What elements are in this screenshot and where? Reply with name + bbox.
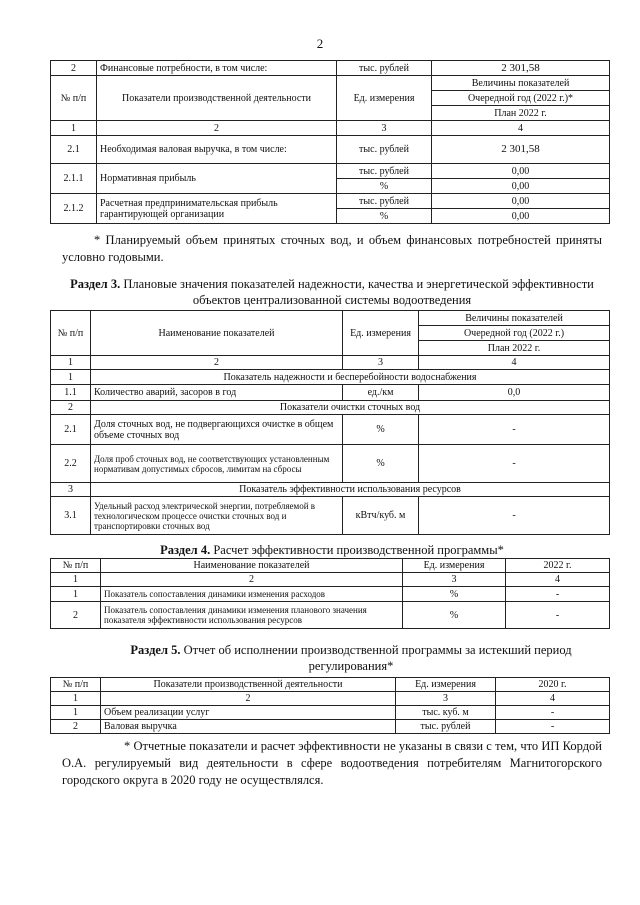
index-cell: 4 (419, 356, 610, 370)
header-unit: Ед. измерения (343, 311, 419, 356)
table-row (51, 445, 610, 483)
index-cell: 1 (51, 356, 91, 370)
row-unit: % (403, 587, 506, 602)
table-row (51, 602, 610, 629)
header-unit: Ед. измерения (337, 76, 432, 121)
header-year: 2020 г. (496, 678, 610, 692)
header-num: № п/п (51, 559, 101, 573)
row-value: 0,00 (432, 194, 610, 209)
section-label: Раздел 4. (160, 543, 211, 557)
index-cell: 4 (506, 573, 610, 587)
row-unit: % (343, 445, 419, 483)
row-unit: тыс. рублей (337, 136, 432, 164)
row-value: 0,00 (432, 179, 610, 194)
table-row (51, 194, 610, 209)
group-row (51, 483, 610, 497)
row-value: 0,00 (432, 209, 610, 224)
index-cell: 3 (396, 692, 496, 706)
index-cell: 1 (51, 121, 97, 136)
group-title: Показатель надежности и бесперебойности водоснабжения (91, 370, 610, 385)
row-unit: % (337, 209, 432, 224)
efficiency-table (50, 558, 610, 629)
row-name: Финансовые потребности, в том числе: (97, 61, 337, 76)
section-label: Раздел 3. (70, 277, 121, 291)
row-unit: тыс. рублей (337, 164, 432, 179)
header-plan: План 2022 г. (432, 106, 610, 121)
section-3-heading (62, 276, 602, 308)
row-num: 2.2 (51, 445, 91, 483)
row-value: - (419, 415, 610, 445)
index-cell: 3 (403, 573, 506, 587)
header-num: № п/п (51, 76, 97, 121)
header-row (51, 678, 610, 692)
index-row (51, 356, 610, 370)
header-next-year: Очередной год (2022 г.)* (432, 91, 610, 106)
row-num: 3.1 (51, 497, 91, 535)
index-row (51, 692, 610, 706)
row-value: 2 301,58 (432, 136, 610, 164)
row-num: 2 (51, 720, 101, 734)
group-row (51, 401, 610, 415)
group-title: Показатели очистки сточных вод (91, 401, 610, 415)
group-title: Показатель эффективности использования ресурсов (91, 483, 610, 497)
header-num: № п/п (51, 678, 101, 692)
header-row (51, 559, 610, 573)
row-unit: кВтч/куб. м (343, 497, 419, 535)
table-row (51, 706, 610, 720)
index-cell: 2 (91, 356, 343, 370)
header-plan: План 2022 г. (419, 341, 610, 356)
row-unit: тыс. рублей (396, 720, 496, 734)
group-num: 2 (51, 401, 91, 415)
table-row (51, 587, 610, 602)
row-num: 2.1 (51, 136, 97, 164)
index-cell: 3 (343, 356, 419, 370)
row-num: 1.1 (51, 385, 91, 401)
header-values: Величины показателей (419, 311, 610, 326)
index-cell: 2 (101, 692, 396, 706)
row-unit: тыс. куб. м (396, 706, 496, 720)
table-row (51, 720, 610, 734)
section-title: Отчет об исполнении производственной программы за истекший период регулирования* (183, 643, 572, 673)
table-row (51, 385, 610, 401)
header-name: Показатели производственной деятельности (97, 76, 337, 121)
header-year: 2022 г. (506, 559, 610, 573)
row-unit: ед./км (343, 385, 419, 401)
row-num: 2.1.1 (51, 164, 97, 194)
index-cell: 4 (496, 692, 610, 706)
row-name: Показатель сопоставления динамики изменения расходов (101, 587, 403, 602)
row-num: 1 (51, 587, 101, 602)
row-value: - (496, 706, 610, 720)
group-num: 1 (51, 370, 91, 385)
header-row (51, 76, 610, 91)
header-row (51, 311, 610, 326)
row-name: Количество аварий, засоров в год (91, 385, 343, 401)
row-value: - (419, 497, 610, 535)
table-row (51, 61, 610, 76)
row-value: 0,00 (432, 164, 610, 179)
row-name: Нормативная прибыль (97, 164, 337, 194)
row-num: 2.1 (51, 415, 91, 445)
report-table (50, 677, 610, 734)
index-cell: 1 (51, 692, 101, 706)
index-cell: 2 (97, 121, 337, 136)
row-num: 2 (51, 61, 97, 76)
group-row (51, 370, 610, 385)
section-title: Плановые значения показателей надежности, качества и энергетической эффективности объектов централизованной системы водоотведения (123, 277, 594, 307)
row-value: 2 301,58 (432, 61, 610, 76)
header-next-year: Очередной год (2022 г.) (419, 326, 610, 341)
index-cell: 2 (101, 573, 403, 587)
index-cell: 1 (51, 573, 101, 587)
index-row (51, 121, 610, 136)
index-cell: 4 (432, 121, 610, 136)
footnote-report: * Отчетные показатели и расчет эффективности не указаны в связи с тем, что ИП Кордой О.А. регулируемый вид деятельности в сфере водоотведения потребителям Магнитогорского городского округа в 2020 году не осуществлялся. (62, 739, 602, 787)
table-row (51, 415, 610, 445)
header-num: № п/п (51, 311, 91, 356)
row-name: Доля сточных вод, не подвергающихся очистке в общем объеме сточных вод (91, 415, 343, 445)
table-row (51, 164, 610, 179)
row-value: - (496, 720, 610, 734)
section-5-heading (100, 642, 602, 674)
row-name: Расчетная предпринимательская прибыль гарантирующей организации (97, 194, 337, 224)
header-name: Наименование показателей (91, 311, 343, 356)
row-value: 0,0 (419, 385, 610, 401)
row-name: Объем реализации услуг (101, 706, 396, 720)
table-row (51, 497, 610, 535)
row-unit: % (337, 179, 432, 194)
reliability-table (50, 310, 610, 535)
section-title: Расчет эффективности производственной программы* (213, 543, 504, 557)
row-unit: % (403, 602, 506, 629)
index-cell: 3 (337, 121, 432, 136)
row-name: Необходимая валовая выручка, в том числе: (97, 136, 337, 164)
page-number: 2 (316, 36, 324, 51)
table-row (51, 136, 610, 164)
row-unit: тыс. рублей (337, 194, 432, 209)
row-name: Валовая выручка (101, 720, 396, 734)
row-num: 1 (51, 706, 101, 720)
row-value: - (419, 445, 610, 483)
header-unit: Ед. измерения (396, 678, 496, 692)
index-row (51, 573, 610, 587)
header-name: Наименование показателей (101, 559, 403, 573)
financial-needs-table (50, 60, 610, 224)
row-name: Удельный расход электрической энергии, потребляемой в технологическом процессе очистки сточных вод и транспортировки сточных вод (91, 497, 343, 535)
row-name: Показатель сопоставления динамики изменения планового значения показателя эффективности использования ресурсов (101, 602, 403, 629)
row-num: 2 (51, 602, 101, 629)
header-unit: Ед. измерения (403, 559, 506, 573)
group-num: 3 (51, 483, 91, 497)
row-unit: тыс. рублей (337, 61, 432, 76)
row-name: Доля проб сточных вод, не соответствующих установленным нормативам допустимых сбросов, лимитам на сбросы (91, 445, 343, 483)
row-unit: % (343, 415, 419, 445)
section-4-heading (62, 542, 602, 558)
footnote-planned: * Планируемый объем принятых сточных вод, и объем финансовых потребностей приняты условно годовыми. (62, 233, 602, 264)
header-values: Величины показателей (432, 76, 610, 91)
row-value: - (506, 587, 610, 602)
section-label: Раздел 5. (130, 643, 181, 657)
row-value: - (506, 602, 610, 629)
row-num: 2.1.2 (51, 194, 97, 224)
header-name: Показатели производственной деятельности (101, 678, 396, 692)
